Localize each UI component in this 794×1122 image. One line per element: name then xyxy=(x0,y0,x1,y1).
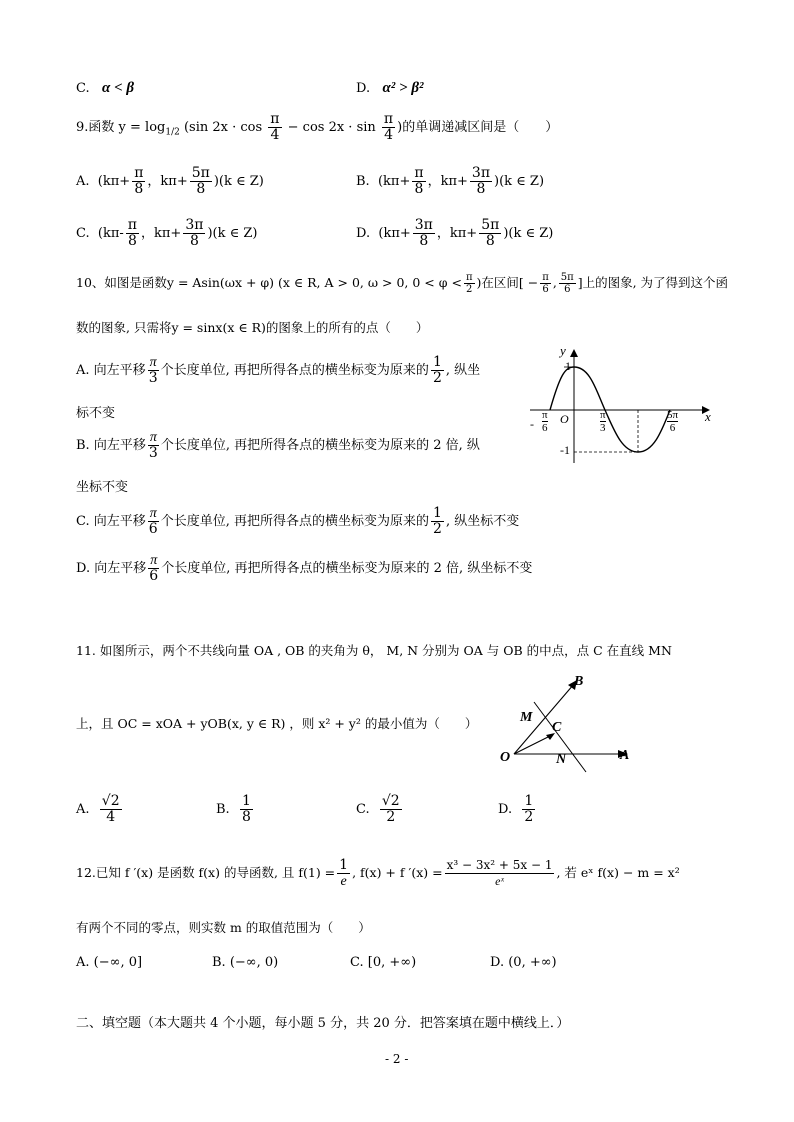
q10-one-label: 1 xyxy=(565,359,571,373)
q10-option-d: D. 向左平移 $\frac{\pi}{6}$ 个长度单位, 再把所得各点的横坐标变为原来的 2 倍, 纵坐标不变 xyxy=(76,553,533,584)
q12-option-a: A. (−∞, 0] xyxy=(76,955,143,970)
q11-option-c: C. $\frac{√2}{2}$ xyxy=(356,793,400,825)
q11-vector-oc xyxy=(514,735,552,754)
q10-origin-label: O xyxy=(560,412,569,426)
q10-5pi6-label: 5π 6 xyxy=(667,409,679,434)
q11-option-b: B. $\frac{1}{8}$ xyxy=(216,793,251,825)
q12-option-d: D. (0, +∞) xyxy=(490,955,557,970)
q10-stem-line2: 数的图象, 只需将y = sinx(x ∈ R)的图象上的所有的点（ ） xyxy=(76,320,429,335)
q11-label-c: C xyxy=(552,720,562,735)
q11-vector-figure xyxy=(500,672,640,772)
q11-label-a: A xyxy=(620,748,630,763)
q11-label-b: B xyxy=(574,674,584,689)
q10-option-b-line2: 坐标不变 xyxy=(76,480,129,495)
q11-label-n: N xyxy=(556,752,567,767)
q8-option-c: C. α < β xyxy=(76,80,135,96)
q10-option-a: A. 向左平移 $\frac{\pi}{3}$ 个长度单位, 再把所得各点的横坐标变为原来的 $\frac{1}{2}$ , 纵坐 xyxy=(76,354,481,386)
q11-stem-line1: 11. 如图所示，两个不共线向量 OA , OB 的夹角为 θ， M, N 分别为 OA 与 OB 的中点，点 C 在直线 MN xyxy=(76,643,672,658)
q10-neg1-label: -1 xyxy=(560,443,570,457)
q10-stem-line1: 10、如图是函数y = Asin(ωx + φ) (x ∈ R, A > 0, ω > 0, 0 < φ < $\frac{\pi}{2}$ )在区间[ − $\frac{\pi}{6}$ , $\frac{5\pi}{6}$ ]上的图象, 为了得到这个函 xyxy=(76,272,729,295)
q9-stem: 9.函数 $y = \log_{1/2} (\sin$ 2x · cos $\frac{\pi}{4}$ − cos 2x · sin $\frac{\pi}{4}$ )的单调递减区间是（ ） xyxy=(76,111,559,143)
q11-option-a: A. $\frac{√2}{4}$ xyxy=(76,793,120,825)
q10-y-label: y xyxy=(560,343,566,358)
page-number: - 2 - xyxy=(385,1052,409,1066)
q9-option-a: A. (kπ+ $\frac{\pi}{8}$ ，kπ+ $\frac{5\pi}{8}$ )(k ∈ Z) xyxy=(76,165,264,197)
q10-y-axis-arrow xyxy=(570,349,578,357)
q12-option-c: C. [0, +∞) xyxy=(350,955,417,970)
q11-option-d: D. $\frac{1}{2}$ xyxy=(498,793,534,825)
q8-option-d: D. α² > β² xyxy=(356,80,424,96)
q11-label-m: M xyxy=(520,710,533,725)
section2-heading: 二、填空题（本大题共 4 个小题，每小题 5 分，共 20 分．把答案填在题中横线上．） xyxy=(76,1016,570,1031)
q9-option-d: D. (kπ+ $\frac{3\pi}{8}$ ，kπ+ $\frac{5\pi}{8}$ )(k ∈ Z) xyxy=(356,217,554,249)
q10-pi3-label: π 3 xyxy=(600,409,606,434)
q11-label-o: O xyxy=(500,750,511,765)
q12-stem-line1: 12.已知 f ′(x) 是函数 f(x) 的导函数, 且 f(1) = $\frac{1}{e}$ , f(x) + f ′(x) = $\frac{\text{x³ − 3x² + 5x − 1}}{\text{eˣ}}$ , 若 eˣ f(x) − m = x² xyxy=(76,857,680,889)
q11-stem-line2: 上，且 OC = xOA + yOB(x, y ∈ R) ，则 x² + y² 的最小值为（ ） xyxy=(76,716,478,731)
q10-neg-sign: - xyxy=(530,417,534,431)
q10-option-a-line2: 标不变 xyxy=(76,406,116,421)
q10-option-c: C. 向左平移 $\frac{\pi}{6}$ 个长度单位, 再把所得各点的横坐标变为原来的 $\frac{1}{2}$ , 纵坐标不变 xyxy=(76,505,520,537)
q10-neg-pi6-label: π 6 xyxy=(542,409,548,434)
q12-stem-line2: 有两个不同的零点，则实数 m 的取值范围为（ ） xyxy=(76,920,371,935)
q10-x-label: x xyxy=(705,409,711,424)
q12-option-b: B. (−∞, 0) xyxy=(212,955,279,970)
q10-option-b: B. 向左平移 $\frac{\pi}{3}$ 个长度单位, 再把所得各点的横坐标变为原来的 2 倍, 纵 xyxy=(76,430,480,461)
q9-option-c: C. (kπ- $\frac{\pi}{8}$ ，kπ+ $\frac{3\pi}{8}$ )(k ∈ Z) xyxy=(76,217,258,249)
q9-option-b: B. (kπ+ $\frac{\pi}{8}$ ，kπ+ $\frac{3\pi}{8}$ )(k ∈ Z) xyxy=(356,165,545,197)
q10-sine-graph xyxy=(530,345,730,465)
